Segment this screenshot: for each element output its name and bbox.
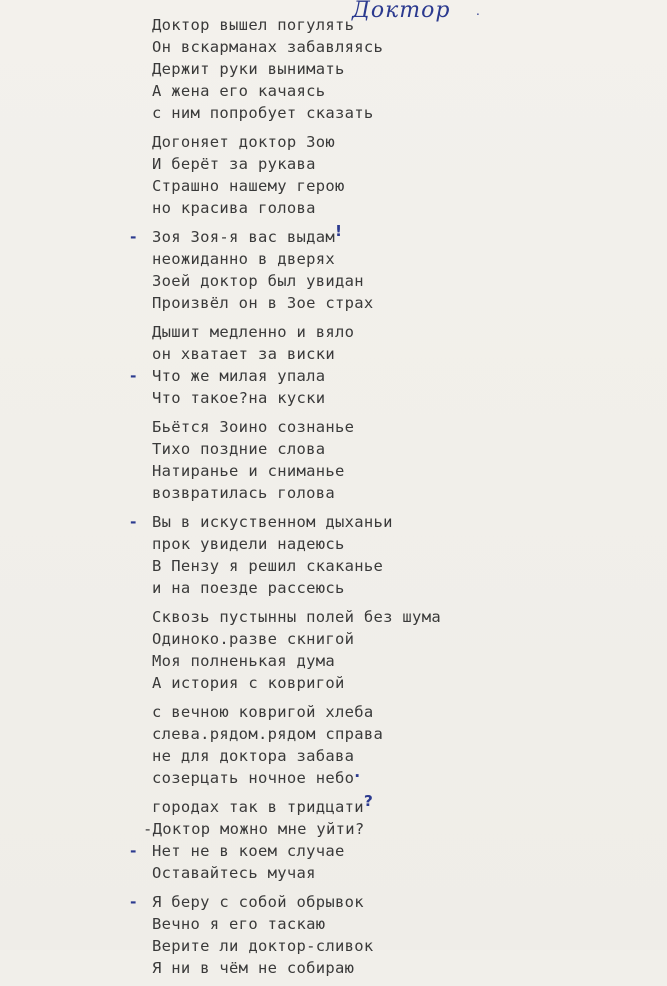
poem-line: Моя полненькая дума	[152, 652, 336, 670]
poem-line: Тихо поздние слова	[152, 440, 326, 458]
poem-line: неожиданно в дверях	[152, 250, 336, 268]
poem-line: Одиноко.разве скнигой	[152, 630, 355, 648]
poem-line: Что такое?на куски	[152, 389, 326, 407]
poem-line: Произвёл он в Зое страх	[152, 294, 374, 312]
poem-line: - Нет не в коем случае	[130, 842, 345, 860]
dash-mark: -	[130, 893, 137, 911]
poem-line: прок увидели надеюсь	[152, 535, 345, 553]
dash-mark: -	[130, 842, 137, 860]
poem-line: Верите ли доктор-сливок	[152, 937, 374, 955]
poem-body	[130, 14, 441, 986]
stanza-2	[152, 131, 441, 219]
dash-mark: -	[130, 367, 137, 385]
poem-line: созерцать ночное небо.	[152, 763, 361, 787]
dash-mark: -	[130, 228, 137, 246]
poem-line: с ним попробует сказать	[152, 104, 374, 122]
poem-line: Вечно я его таскаю	[152, 915, 326, 933]
poem-line: - Вы в искуственном дыханьи	[130, 513, 393, 531]
stanza-8	[152, 701, 441, 789]
poem-line: Я ни в чём не собираю	[152, 959, 355, 977]
poem-line: но красива голова	[152, 199, 316, 217]
poem-line: -Доктор можно мне уйти?	[143, 820, 365, 838]
poem-line: А жена его качаясь	[152, 82, 326, 100]
poem-line: Бьётся Зоино сознанье	[152, 418, 355, 436]
poem-line: Оставайтесь мучая	[152, 864, 316, 882]
poem-line: - Я беру с собой обрывок	[130, 893, 364, 911]
poem-line: Держит руки вынимать	[152, 60, 345, 78]
stanza-9	[130, 792, 441, 884]
stanza-4	[130, 321, 441, 409]
stanza-1	[152, 14, 441, 124]
poem-line: возвратилась голова	[152, 484, 336, 502]
poem-line: Страшно нашему герою	[152, 177, 345, 195]
stanza-3	[130, 222, 441, 314]
question-mark: ?	[363, 792, 374, 810]
handwritten-title: Доктор	[352, 0, 451, 23]
poem-line: Зоей доктор был увидан	[152, 272, 364, 290]
stanza-10	[130, 891, 441, 979]
poem-line: городах так в тридцати?	[152, 792, 374, 816]
poem-line: Сквозь пустынны полей без шума	[152, 608, 441, 626]
dash-mark: -	[130, 513, 137, 531]
stanza-7	[152, 606, 441, 694]
poem-line: - Зоя Зоя-я вас выдам!	[130, 222, 343, 246]
poem-line: Он вскарманах забавляясь	[152, 38, 384, 56]
title-mark: .	[476, 4, 480, 18]
poem-line: И берёт за рукава	[152, 155, 316, 173]
stanza-5	[152, 416, 441, 504]
stanza-6	[130, 511, 441, 599]
poem-line: А история с ковригой	[152, 674, 345, 692]
poem-line: Дышит медленно и вяло	[152, 323, 355, 341]
poem-line: Догоняет доктор Зою	[152, 133, 336, 151]
poem-line: слева.рядом.рядом справа	[152, 725, 384, 743]
poem-line: с вечною ковригой хлеба	[152, 703, 374, 721]
dot-mark: .	[354, 763, 361, 781]
exclaim-mark: !	[335, 222, 343, 240]
poem-line: Натиранье и сниманье	[152, 462, 345, 480]
poem-line: Доктор вышел погулять	[152, 16, 355, 34]
poem-line: он хватает за виски	[152, 345, 336, 363]
poem-line: В Пензу я решил скаканье	[152, 557, 384, 575]
poem-line: - Что же милая упала	[130, 367, 326, 385]
poem-line: не для доктора забава	[152, 747, 355, 765]
poem-line: и на поезде рассеюсь	[152, 579, 345, 597]
